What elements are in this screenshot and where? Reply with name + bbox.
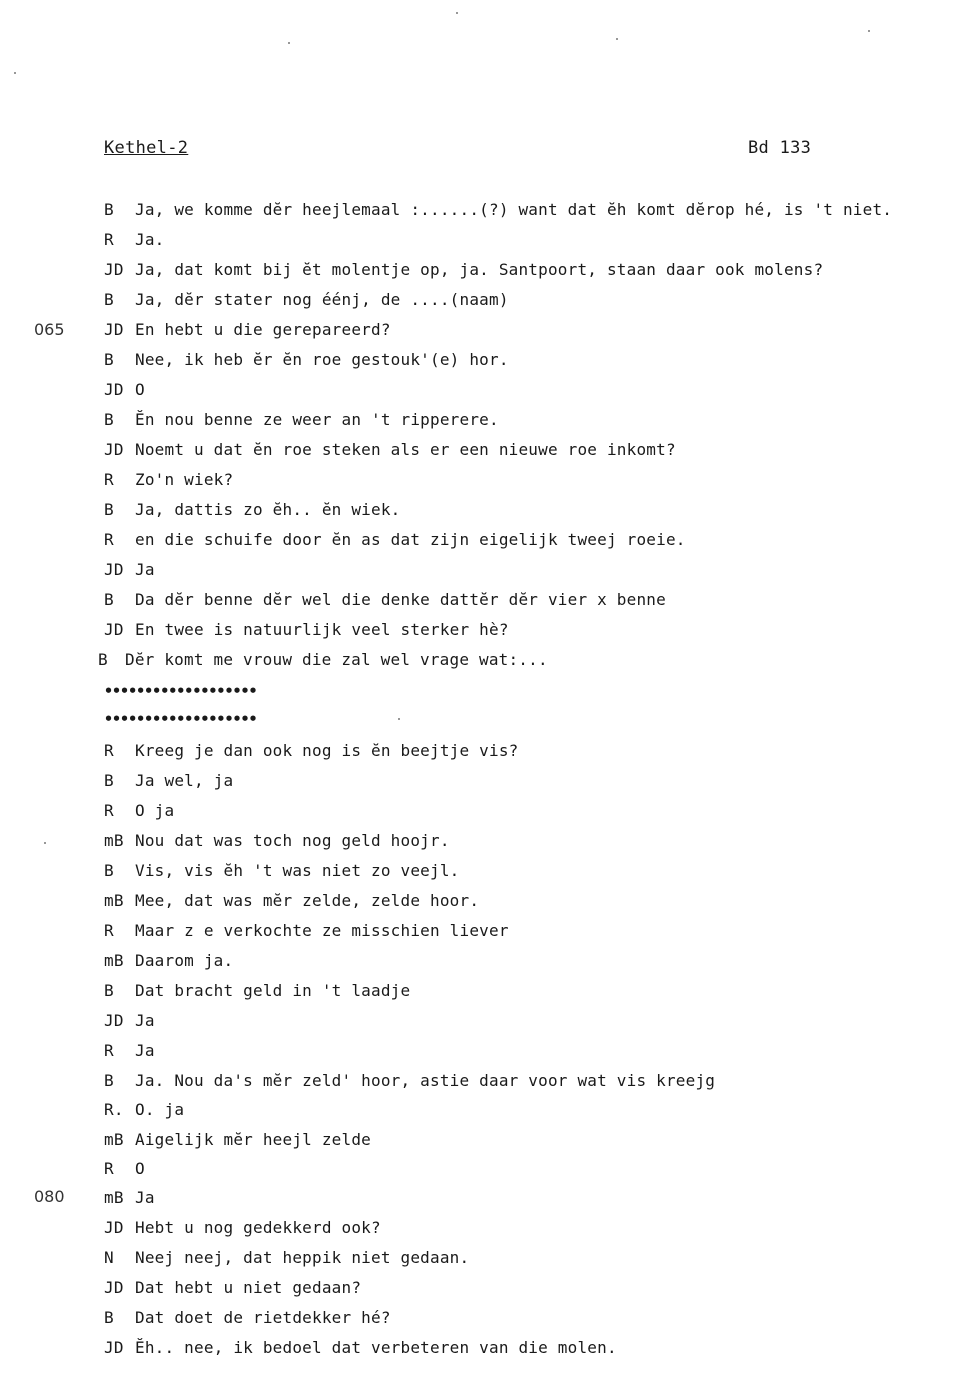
speaker-label: R <box>104 1159 114 1178</box>
transcript-line <box>104 469 233 491</box>
speaker-label: JD <box>104 1011 124 1030</box>
speaker-label: B <box>104 290 114 309</box>
scan-speck <box>456 12 458 14</box>
transcript-line <box>104 589 666 611</box>
transcript-line <box>104 439 676 461</box>
transcript-line <box>104 950 233 972</box>
utterance: Nou dat was toch nog geld hoojr. <box>135 831 450 850</box>
utterance: Ja. Nou da's mĕr zeld' hoor, astie daar voor wat vis kreejg <box>135 1071 716 1090</box>
margin-counter-080: 080 <box>34 1187 65 1206</box>
speaker-label: B <box>98 650 108 669</box>
redaction-dots-row: ••••••••••••••••••• <box>104 710 257 728</box>
utterance: En twee is natuurlijk veel sterker hè? <box>135 620 509 639</box>
transcript-line <box>104 289 509 311</box>
speaker-label: B <box>104 350 114 369</box>
utterance: en die schuife door ĕn as dat zijn eigelijk tweej roeie. <box>135 530 686 549</box>
transcript-line <box>104 920 509 942</box>
transcript-line <box>104 830 450 852</box>
speaker-label: mB <box>104 831 124 850</box>
utterance: Mee, dat was mĕr zelde, zelde hoor. <box>135 891 480 910</box>
speaker-label: mB <box>104 1130 124 1149</box>
utterance: Noemt u dat ĕn roe steken als er een nieuwe roe inkomt? <box>135 440 676 459</box>
speaker-label: B <box>104 861 114 880</box>
speaker-label: JD <box>104 1278 124 1297</box>
transcript-line <box>104 559 155 581</box>
utterance: Neej neej, dat heppik niet gedaan. <box>135 1248 470 1267</box>
transcript-line <box>104 409 499 431</box>
speaker-label: JD <box>104 620 124 639</box>
transcript-line <box>104 1277 361 1299</box>
speaker-label: mB <box>104 1188 124 1207</box>
transcript-line <box>104 770 233 792</box>
scan-speck <box>868 30 870 32</box>
speaker-label: mB <box>104 951 124 970</box>
transcript-line <box>104 319 391 341</box>
speaker-label: B <box>104 1071 114 1090</box>
transcript-line <box>104 800 174 822</box>
speaker-label: B <box>104 1308 114 1327</box>
transcript-line <box>104 740 518 762</box>
speaker-label: N <box>104 1248 114 1267</box>
speaker-label: B <box>104 771 114 790</box>
utterance: Ja, we komme dĕr heejlemaal :......(?) want dat ĕh komt dĕrop hé, is 't niet. <box>135 200 893 219</box>
utterance: Ja, dat komt bij ĕt molentje op, ja. Santpoort, staan daar ook molens? <box>135 260 824 279</box>
utterance: Nee, ik heb ĕr ĕn roe gestouk'(e) hor. <box>135 350 509 369</box>
utterance: Ja. <box>135 230 165 249</box>
speaker-label: R. <box>104 1100 124 1119</box>
speaker-label: R <box>104 230 114 249</box>
utterance: Ja <box>135 1011 155 1030</box>
transcript-line <box>104 1070 715 1092</box>
utterance: Vis, vis ĕh 't was niet zo veejl. <box>135 861 460 880</box>
transcript-line <box>104 1158 145 1180</box>
transcript-line <box>104 529 686 551</box>
utterance: Ja wel, ja <box>135 771 234 790</box>
transcript-line <box>104 259 823 281</box>
transcript-line <box>104 890 479 912</box>
scan-speck <box>398 718 400 720</box>
utterance: Dat hebt u niet gedaan? <box>135 1278 362 1297</box>
utterance: Dat bracht geld in 't laadje <box>135 981 411 1000</box>
utterance: En hebt u die gerepareerd? <box>135 320 391 339</box>
transcript-line <box>104 1129 371 1151</box>
transcript-line <box>104 860 459 882</box>
utterance: Aigelijk mĕr heejl zelde <box>135 1130 371 1149</box>
scan-speck <box>288 42 290 44</box>
transcript-line <box>104 619 509 641</box>
utterance: Ja <box>135 560 155 579</box>
speaker-label: B <box>104 200 114 219</box>
speaker-label: JD <box>104 1218 124 1237</box>
page-number: Bd 133 <box>748 138 812 158</box>
utterance: O ja <box>135 801 175 820</box>
speaker-label: R <box>104 470 114 489</box>
speaker-label: B <box>104 500 114 519</box>
document-title: Kethel-2 <box>104 138 189 158</box>
speaker-label: R <box>104 530 114 549</box>
utterance: O. ja <box>135 1100 185 1119</box>
utterance: Kreeg je dan ook nog is ĕn beejtje vis? <box>135 741 519 760</box>
transcript-line <box>104 199 892 221</box>
speaker-label: B <box>104 410 114 429</box>
utterance: Ja <box>135 1041 155 1060</box>
speaker-label: R <box>104 1041 114 1060</box>
speaker-label: B <box>104 590 114 609</box>
speaker-label: R <box>104 801 114 820</box>
speaker-label: JD <box>104 380 124 399</box>
scan-speck <box>14 72 16 74</box>
transcript-line <box>104 499 401 521</box>
utterance: Dat doet de rietdekker hé? <box>135 1308 391 1327</box>
margin-counter-065: 065 <box>34 320 65 339</box>
speaker-label: B <box>104 981 114 1000</box>
scan-speck <box>44 842 46 844</box>
transcript-line <box>104 1307 391 1329</box>
speaker-label: JD <box>104 260 124 279</box>
utterance: O <box>135 1159 145 1178</box>
transcript-line <box>104 1099 184 1121</box>
transcript-line <box>104 379 145 401</box>
speaker-label: JD <box>104 440 124 459</box>
utterance: Dĕr komt me vrouw die zal wel vrage wat:... <box>125 650 548 669</box>
transcript-line <box>104 1040 155 1062</box>
utterance: Ja, dattis zo ĕh.. ĕn wiek. <box>135 500 401 519</box>
speaker-label: R <box>104 921 114 940</box>
utterance: Daarom ja. <box>135 951 234 970</box>
transcript-line <box>104 1247 469 1269</box>
speaker-label: mB <box>104 891 124 910</box>
utterance: Zo'n wiek? <box>135 470 234 489</box>
speaker-label: JD <box>104 1338 124 1357</box>
transcript-line <box>104 229 165 251</box>
transcript-line <box>104 980 410 1002</box>
utterance: O <box>135 380 145 399</box>
transcript-line <box>104 1337 617 1359</box>
utterance: Da dĕr benne dĕr wel die denke dattĕr dĕr vier x benne <box>135 590 666 609</box>
utterance: Ĕn nou benne ze weer an 't ripperere. <box>135 410 499 429</box>
utterance: Ja, dĕr stater nog éénj, de ....(naam) <box>135 290 509 309</box>
utterance: Maar z e verkochte ze misschien liever <box>135 921 509 940</box>
transcript-line <box>104 1217 381 1239</box>
utterance: Ja <box>135 1188 155 1207</box>
redaction-dots-row: ••••••••••••••••••• <box>104 682 257 700</box>
speaker-label: JD <box>104 320 124 339</box>
transcript-line <box>104 1187 155 1209</box>
utterance: Ĕh.. nee, ik bedoel dat verbeteren van die molen. <box>135 1338 617 1357</box>
transcript-line <box>98 649 548 671</box>
speaker-label: R <box>104 741 114 760</box>
utterance: Hebt u nog gedekkerd ook? <box>135 1218 381 1237</box>
transcript-line <box>104 1010 155 1032</box>
scan-speck <box>616 38 618 40</box>
transcript-line <box>104 349 509 371</box>
speaker-label: JD <box>104 560 124 579</box>
